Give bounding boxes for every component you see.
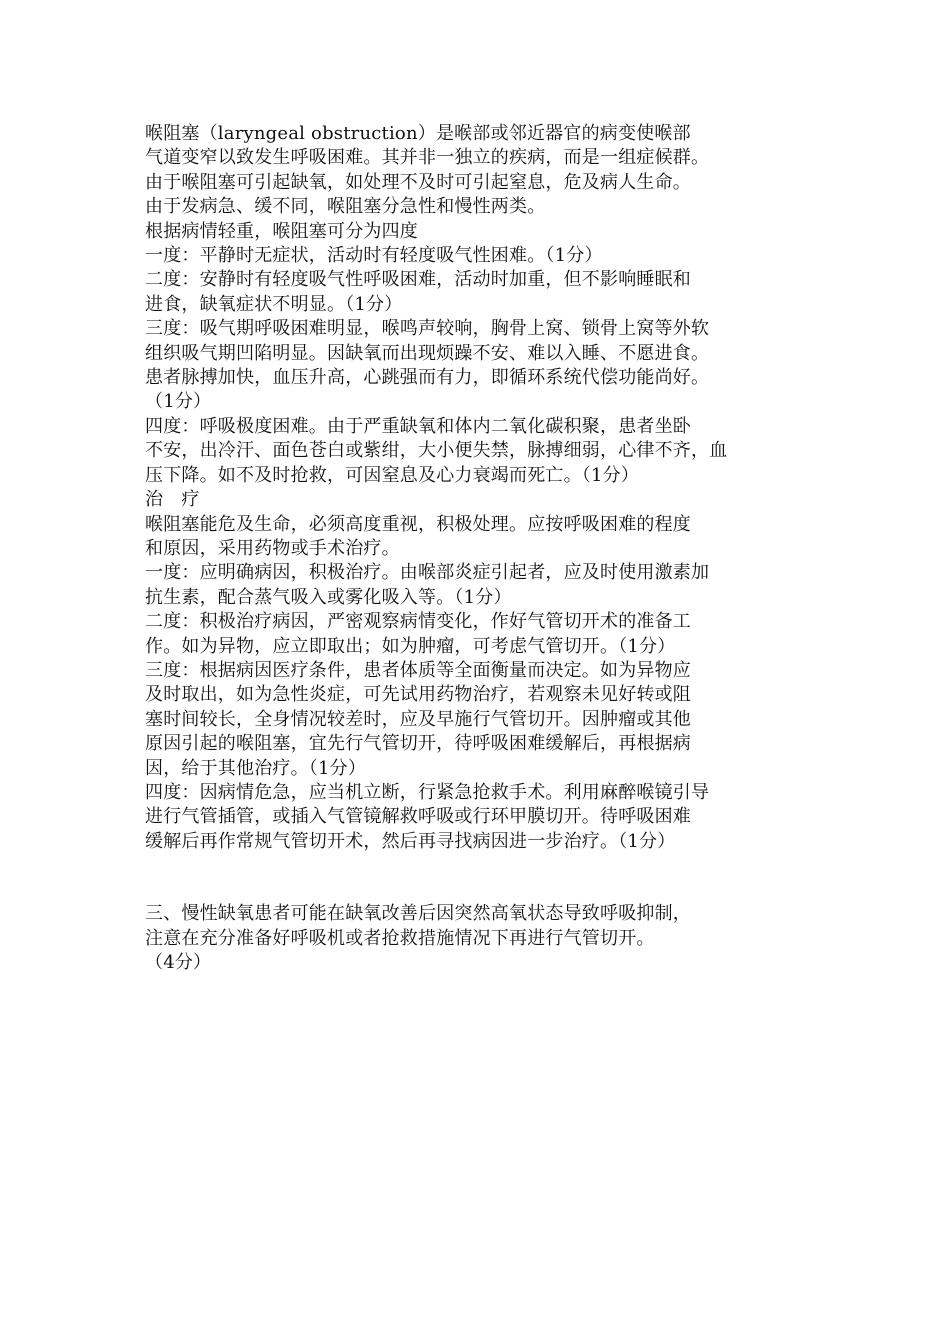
text-line: 抗生素，配合蒸气吸入或雾化吸入等。（1分） xyxy=(145,586,512,608)
text-line: 三度：根据病因医疗条件，患者体质等全面衡量而决定。如为异物应 xyxy=(145,659,691,681)
text-line: 四度：因病情危急，应当机立断，行紧急抢救手术。利用麻醉喉镜引导 xyxy=(145,781,710,803)
text-line: 二度：积极治疗病因，严密观察病情变化，作好气管切开术的准备工 xyxy=(145,611,691,633)
text-line: 根据病情轻重，喉阻塞可分为四度 xyxy=(145,220,418,242)
section-three-line: 三、慢性缺氧患者可能在缺氧改善后因突然高氧状态导致呼吸抑制， xyxy=(145,903,691,925)
text-line: 由于喉阻塞可引起缺氧，如处理不及时可引起窒息，危及病人生命。 xyxy=(145,171,691,193)
text-line: 组织吸气期凹陷明显。因缺氧而出现烦躁不安、难以入睡、不愿进食。 xyxy=(145,342,710,364)
text-line: 作。如为异物，应立即取出；如为肿瘤，可考虑气管切开。（1分） xyxy=(145,635,676,657)
section-heading-treatment: 治 疗 xyxy=(145,489,200,511)
text-line: 塞时间较长，全身情况较差时，应及早施行气管切开。因肿瘤或其他 xyxy=(145,708,691,730)
text-line: 压下降。如不及时抢救，可因窒息及心力衰竭而死亡。（1分） xyxy=(145,464,640,486)
text-line: 三度：吸气期呼吸困难明显，喉鸣声较响，胸骨上窝、锁骨上窝等外软 xyxy=(145,318,710,340)
text-line: 由于发病急、缓不同，喉阻塞分急性和慢性两类。 xyxy=(145,196,546,218)
text-line: 因，给于其他治疗。（1分） xyxy=(145,757,367,779)
text-line: 和原因，采用药物或手术治疗。 xyxy=(145,537,400,559)
text-line: 气道变窄以致发生呼吸困难。其并非一独立的疾病，而是一组症候群。 xyxy=(145,147,710,169)
section-three-line: 注意在充分准备好呼吸机或者抢救措施情况下再进行气管切开。 xyxy=(145,927,655,949)
text-line: 不安，出冷汗、面色苍白或紫绀，大小便失禁，脉搏细弱，心律不齐，血 xyxy=(145,440,728,462)
text-line: 一度：平静时无症状，活动时有轻度吸气性困难。（1分） xyxy=(145,245,603,267)
text-line: 喉阻塞（laryngeal obstruction）是喉部或邻近器官的病变使喉部 xyxy=(145,123,691,144)
text-line: 进食，缺氧症状不明显。（1分） xyxy=(145,293,403,315)
text-line: （1分） xyxy=(145,391,212,413)
section-three-score: （4分） xyxy=(145,952,212,973)
text-line: 二度：安静时有轻度吸气性呼吸困难，活动时加重，但不影响睡眠和 xyxy=(145,269,691,291)
text-line: 喉阻塞能危及生命，必须高度重视，积极处理。应按呼吸困难的程度 xyxy=(145,513,691,535)
text-line: 原因引起的喉阻塞，宜先行气管切开，待呼吸困难缓解后，再根据病 xyxy=(145,733,691,755)
text-line: 患者脉搏加快，血压升高，心跳强而有力，即循环系统代偿功能尚好。 xyxy=(145,367,710,389)
text-line: 一度：应明确病因，积极治疗。由喉部炎症引起者，应及时使用激素加 xyxy=(145,562,710,584)
text-line: 四度：呼吸极度困难。由于严重缺氧和体内二氧化碳积聚，患者坐卧 xyxy=(145,415,691,437)
document-body xyxy=(145,122,825,975)
text-line: 及时取出，如为急性炎症，可先试用药物治疗，若观察未见好转或阻 xyxy=(145,684,691,706)
text-line: 缓解后再作常规气管切开术，然后再寻找病因进一步治疗。（1分） xyxy=(145,830,676,852)
text-line: 进行气管插管，或插入气管镜解救呼吸或行环甲膜切开。待呼吸困难 xyxy=(145,806,691,828)
section-spacer xyxy=(145,854,825,902)
